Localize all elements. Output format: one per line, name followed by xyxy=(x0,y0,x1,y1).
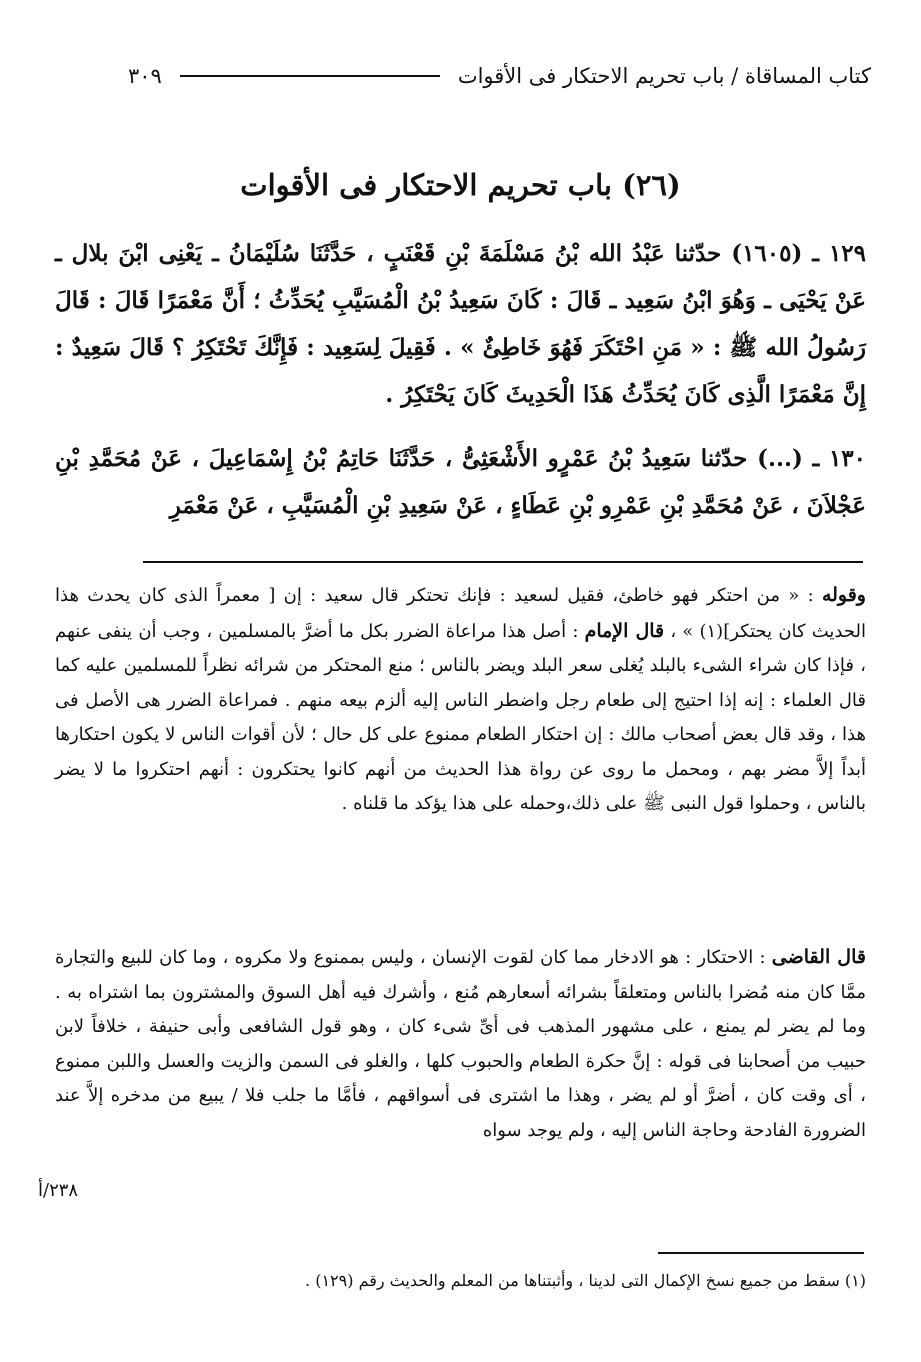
commentary-lead-qadi: قال القاضى xyxy=(771,946,866,968)
hadith-number: ١٢٩ ـ (١٦٠٥) xyxy=(731,240,866,267)
running-header xyxy=(128,56,871,96)
commentary-text-qadi: : الاحتكار : هو الادخار مما كان لقوت الإنسان ، وليس بممنوع ولا مكروه ، وما كان للبيع والتجارة ممَّا كان منه مُضرا بالناس ومتعلقاً بشرائه أسعارهم مُنع ، وأشرك فيه أهل السوق والمشترون بما اشتراه به . وما لم يضر لم يمنع ، على مشهور المذهب فى أىِّ شىء كان ، وهو قول الشافعى وأبى حنيفة ، خلافاً لابن حبيب من أصحابنا فى قوله : إنَّ حكرة الطعام والحبوب كلها ، والغلو فى السمن والزيت والعسل واللبن ممنوع ، أى وقت كان ، أضرَّ أو لم يضر ، وهذا ما اشترى فى أسواقهم ، فأمَّا ما جلب فلا / يبيع من مدخره إلاَّ عند الضرورة الفادحة وحاجة الناس إليه ، ولم يوجد سواه xyxy=(55,947,866,1141)
margin-folio-note: ٢٣٨/أ xyxy=(38,1180,79,1201)
page-number: ٣٠٩ xyxy=(128,64,162,88)
chapter-title: (٢٦) باب تحريم الاحتكار فى الأقوات xyxy=(240,168,681,202)
commentary-lead: وقوله xyxy=(821,584,866,606)
commentary-text-imam: : أصل هذا مراعاة الضرر بكل ما أضرَّ بالمسلمين ، وجب أن ينفى عنهم ، فإذا كان شراء الشىء بالبلد يُغلى سعر البلد ويضر بالناس ؛ منع المحتكر من شرائه نظراً للمسلمين عليه كما قال العلماء : إنه إذا احتيج إلى طعام رجل واضطر الناس إليه ألزم بيعه منهم . فمراعاة الضرر هى الأصل فى هذا ، وقد قال بعض أصحاب مالك : إن احتكار الطعام ممنوع على كل حال ؛ لأن أقوات الناس لا يكون احتكارها أبداً إلاَّ مضر بهم ، ومحمل ما روى عن رواة هذا الحديث من أنهم كانوا يحتكرون : أنهم احتكروا ما لا يضر بالناس ، وحملوا قول النبى ﷺ على ذلك،وحمله على هذا يؤكد ما قلناه . xyxy=(55,620,866,814)
footnote: (١) سقط من جميع نسخ الإكمال التى لدينا ، وأثبتناها من المعلم والحديث رقم (١٢٩) . xyxy=(305,1271,866,1290)
hadith-text: حدّثنا عَبْدُ الله بْنُ مَسْلَمَةَ بْنِ قَعْنَبٍ ، حَدَّثَنَا سُلَيْمَانُ ـ يَعْنِى ابْنَ بلال ـ عَنْ يَحْيَى ـ وَهُوَ ابْنُ سَعِيد ـ قَالَ : كَانَ سَعِيدُ بْنُ الْمُسَيَّبِ يُحَدِّثُ ؛ أَنَّ مَعْمَرًا قَالَ : قَالَ رَسُولُ الله ﷺ : « مَنِ احْتَكَرَ فَهُوَ خَاطِئٌ » . فَقِيلَ لِسَعِيد : فَإِنَّكَ تَحْتَكِرُ ؟ قَالَ سَعِيدٌ : إِنَّ مَعْمَرًا الَّذِى كَانَ يُحَدِّثُ هَذَا الْحَدِيثَ كَانَ يَحْتَكِرُ . xyxy=(55,240,866,408)
hadith-129 xyxy=(55,230,866,418)
hadith-number: ١٣٠ ـ (...) xyxy=(757,445,866,472)
header-title: كتاب المساقاة / باب تحريم الاحتكار فى الأقوات xyxy=(457,64,871,88)
header-rule xyxy=(180,75,440,77)
commentary-paragraph xyxy=(55,940,866,1148)
footnote-rule xyxy=(658,1252,864,1254)
hadith-text: حدّثنا سَعِيدُ بْنُ عَمْرٍو الأَشْعَثِىُّ ، حَدَّثَنَا حَاتِمُ بْنُ إِسْمَاعِيلَ ، عَنْ مُحَمَّدِ بْنِ عَجْلاَنَ ، عَنْ مُحَمَّدِ بْنِ عَمْرِو بْنِ عَطَاءٍ ، عَنْ سَعِيدِ بْنِ الْمُسَيَّبِ ، عَنْ مَعْمَرِ xyxy=(55,445,866,519)
commentary-paragraph xyxy=(55,578,866,822)
section-divider xyxy=(143,561,863,563)
commentary-text: : « من احتكر فهو خاطئ، فقيل لسعيد : فإنك تحتكر قال سعيد : إن [ معمراً الذى كان يحدث هذا الحديث كان يحتكر](١) » ، xyxy=(55,585,866,642)
commentary-lead-imam: قال الإمام xyxy=(584,619,665,642)
hadith-130 xyxy=(55,435,866,529)
